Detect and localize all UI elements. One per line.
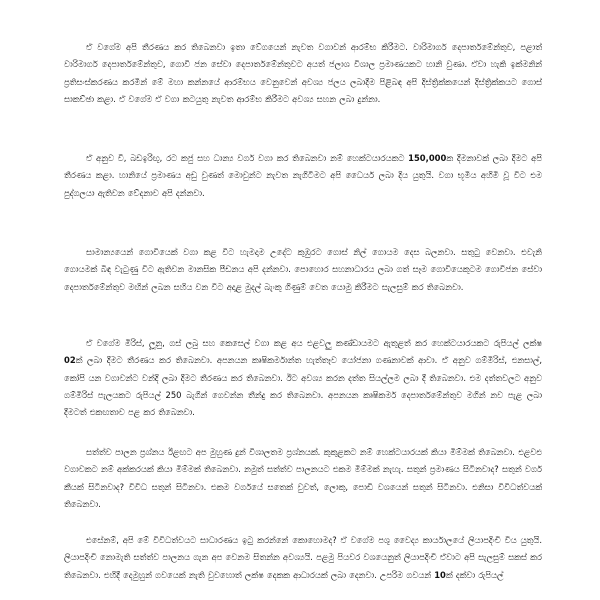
- paragraph-text-after: ක් ලබා දීමට තීරණය කර තිබෙනවා. අපනයන කෘෂිකර්මාන්ත හැත්තෑව යෝජනා ගණනාවක් ආවා. ඒ අනුව ගම්මිරිස්, එනසාල්, කෝපි යන වගාවන්ට වන්දි ලබා දීමට තීරණය කර තිබෙනවා. ඊට අවශ්‍ය කරන දත්ත සියල්ලම ලබා දී තිබෙනවා. එම දත්තවලට අනුව ගම්මිරිස් පැලයකට රුපියල් 250 බැගින් ගෙවන්න තීන්දු කර තිබෙනවා. අපනයන කෘෂිකර්ම දෙපාර්තමේන්තුව මගින් නව පැළ ලබා දීමටත් එකඟතාව පළ කර තිබෙනවා.: [64, 355, 542, 418]
- paragraph-crop-restart: [64, 39, 542, 108]
- paragraph-text-after: ක් දක්වා රුපියල්: [445, 569, 504, 580]
- compensation-amount: 150,000: [408, 153, 447, 163]
- paragraph-text-before: ඒ වගේම මිරිස්, ලූනු, ගස් ලබු සහ කෙසෙල් වගා කළ අය එළවලු කණ්ඩායමට ඇතුළත් කර හෙක්ටයාරයකට රුපියල් ලක්ෂ: [86, 338, 542, 348]
- paragraph-text: සාමාන්‍යයෙන් ගොවියෙක් වගා කළ විට හැමදාම උදේට කුඹුරට ගොස් නිල් ගොයම දෙස බලනවා. සතුටු වෙනවා. එවැනි ගොයමක් බිඳ වැටුණු විට ඇතිවන මානසික පීඩනය අපි දන්නවා. පොහොර සහනාධාරය ලබා ගත් සෑම ගොවියෙකුටම ගොවිජන සේවා දෙපාර්තමේන්තුව මඟින් ලබන සහිය වන විට අදාළ මුදල් බැංකු ගිණුම් වෙත යොමු කිරීමට සැලසුම් කර තිබෙනවා.: [64, 247, 542, 292]
- paragraph-text-before: එසේනම්, අපි මේ විවිධත්වයට සාධාරණය ඉටු කරන්නේ කොහොමද? ඒ වගේම පශු වෛද්‍ය කාර්යාලයේ ලියාපදිංචි විය යුතුයි. ලියාපදිංචි නොමැති සත්ත්ව පාලනය ගැන අප වෙනම සිතන්න අවශ්‍යයි. පළමු පියවර වශයෙනුත් ලියාපදිංචි ඒවාට අපි සැලසුම් සකස් කර තිබෙනවා. එහිදී දෙමුහුන් ගවයෙක් නැති වුවහොත් ලක්ෂ දෙකක ආධාරයක් ලබා දෙනවා. උපරිම ගවයන්: [64, 535, 542, 580]
- paragraph-text: ඒ වගේම අපි තීරණය කර තිබෙනවා ඉතා වේගයෙන් නැවත වගාවන් ආරම්භ කිරීමට. වාරිමාර්ග දෙපාර්තමේන්තුව, පළාත් වාරිමාර්ග දෙපාර්තමේන්තුව, ගොවි ජන සේවා දෙපාර්තමේන්තුවට අයත් ජලාශ විශාල ප්‍රමාණයකට හානි වුණා. ඒවා හැකි ඉක්මනින් ප්‍රතිසංස්කරණය කරමින් මේ මහා කන්නයේ ආරම්භය වෙනුවෙන් අවශ්‍ය ජලය ලබාදීම පිළිබඳ අපි දිස්ත්‍රික්කයෙන් දිස්ත්‍රික්කයට ගොස් සාකච්ඡා කළා. ඒ වගේම ඒ වගා කටයුතු නැවත ආරම්භ කිරීමට අවශ්‍ය සහන ලබා දුන්නා.: [64, 42, 542, 104]
- paragraph-text-before: ඒ අනුව වී, බඩඉරිඟු, රට කජු සහ ධාන්‍ය වර්ග වගා කර තිබෙනවා නම් හෙක්ටයාරයකට: [86, 153, 409, 163]
- cattle-limit-amount: 10: [434, 569, 446, 580]
- vegetable-amount: 02: [64, 355, 76, 366]
- paragraph-farmer-relief: [64, 244, 542, 296]
- paragraph-text-after: ක දීමනාවක් ලබා දීමට අපි තීරණය කළා. හානියේ ප්‍රමාණය අඩු වුණත් මොවුන්ට නැවත නැගිටීමට අපි ධෛර්ය ලබා දිය යුතුයි. වගා භූමිය අහිමි වූ විට එම පුද්ගලයා ඇතිවන වේදනාව අපි දන්නවා.: [64, 153, 542, 198]
- paragraph-grain-compensation: [64, 150, 542, 202]
- paragraph-livestock-problem: [64, 444, 542, 513]
- paragraph-text: සත්ත්ව පාලන ප්‍රශ්නය ඊළඟට අප මුහුණ දුන් විශාලතම ප්‍රශ්නයක්. කුකුළකට නම් හෙක්ටයාරයක් කියා මිම්මක් තිබෙනවා. එළවළු වගාවකට නම් අක්කරයක් කියා මිම්මක් තිබෙනවා. නමුත් සත්ත්ව පාලනයට එකම මිම්මක් නැහැ. සතුන් ප්‍රමාණය සිටිනවාද? සතුන් වර්ග කීයක් සිටිනවාද? විවිධ සතුන් සිටිනවා. එකම වර්ගයේ සතෙක් වුවත්, ලොකු, පොඩි වශයෙන් සතුන් සිටිනවා. එනිසා විවිධත්වයක් තිබෙනවා.: [64, 447, 542, 509]
- paragraph-livestock-registration: [64, 532, 542, 584]
- paragraph-vegetable-export-crops: [64, 335, 542, 421]
